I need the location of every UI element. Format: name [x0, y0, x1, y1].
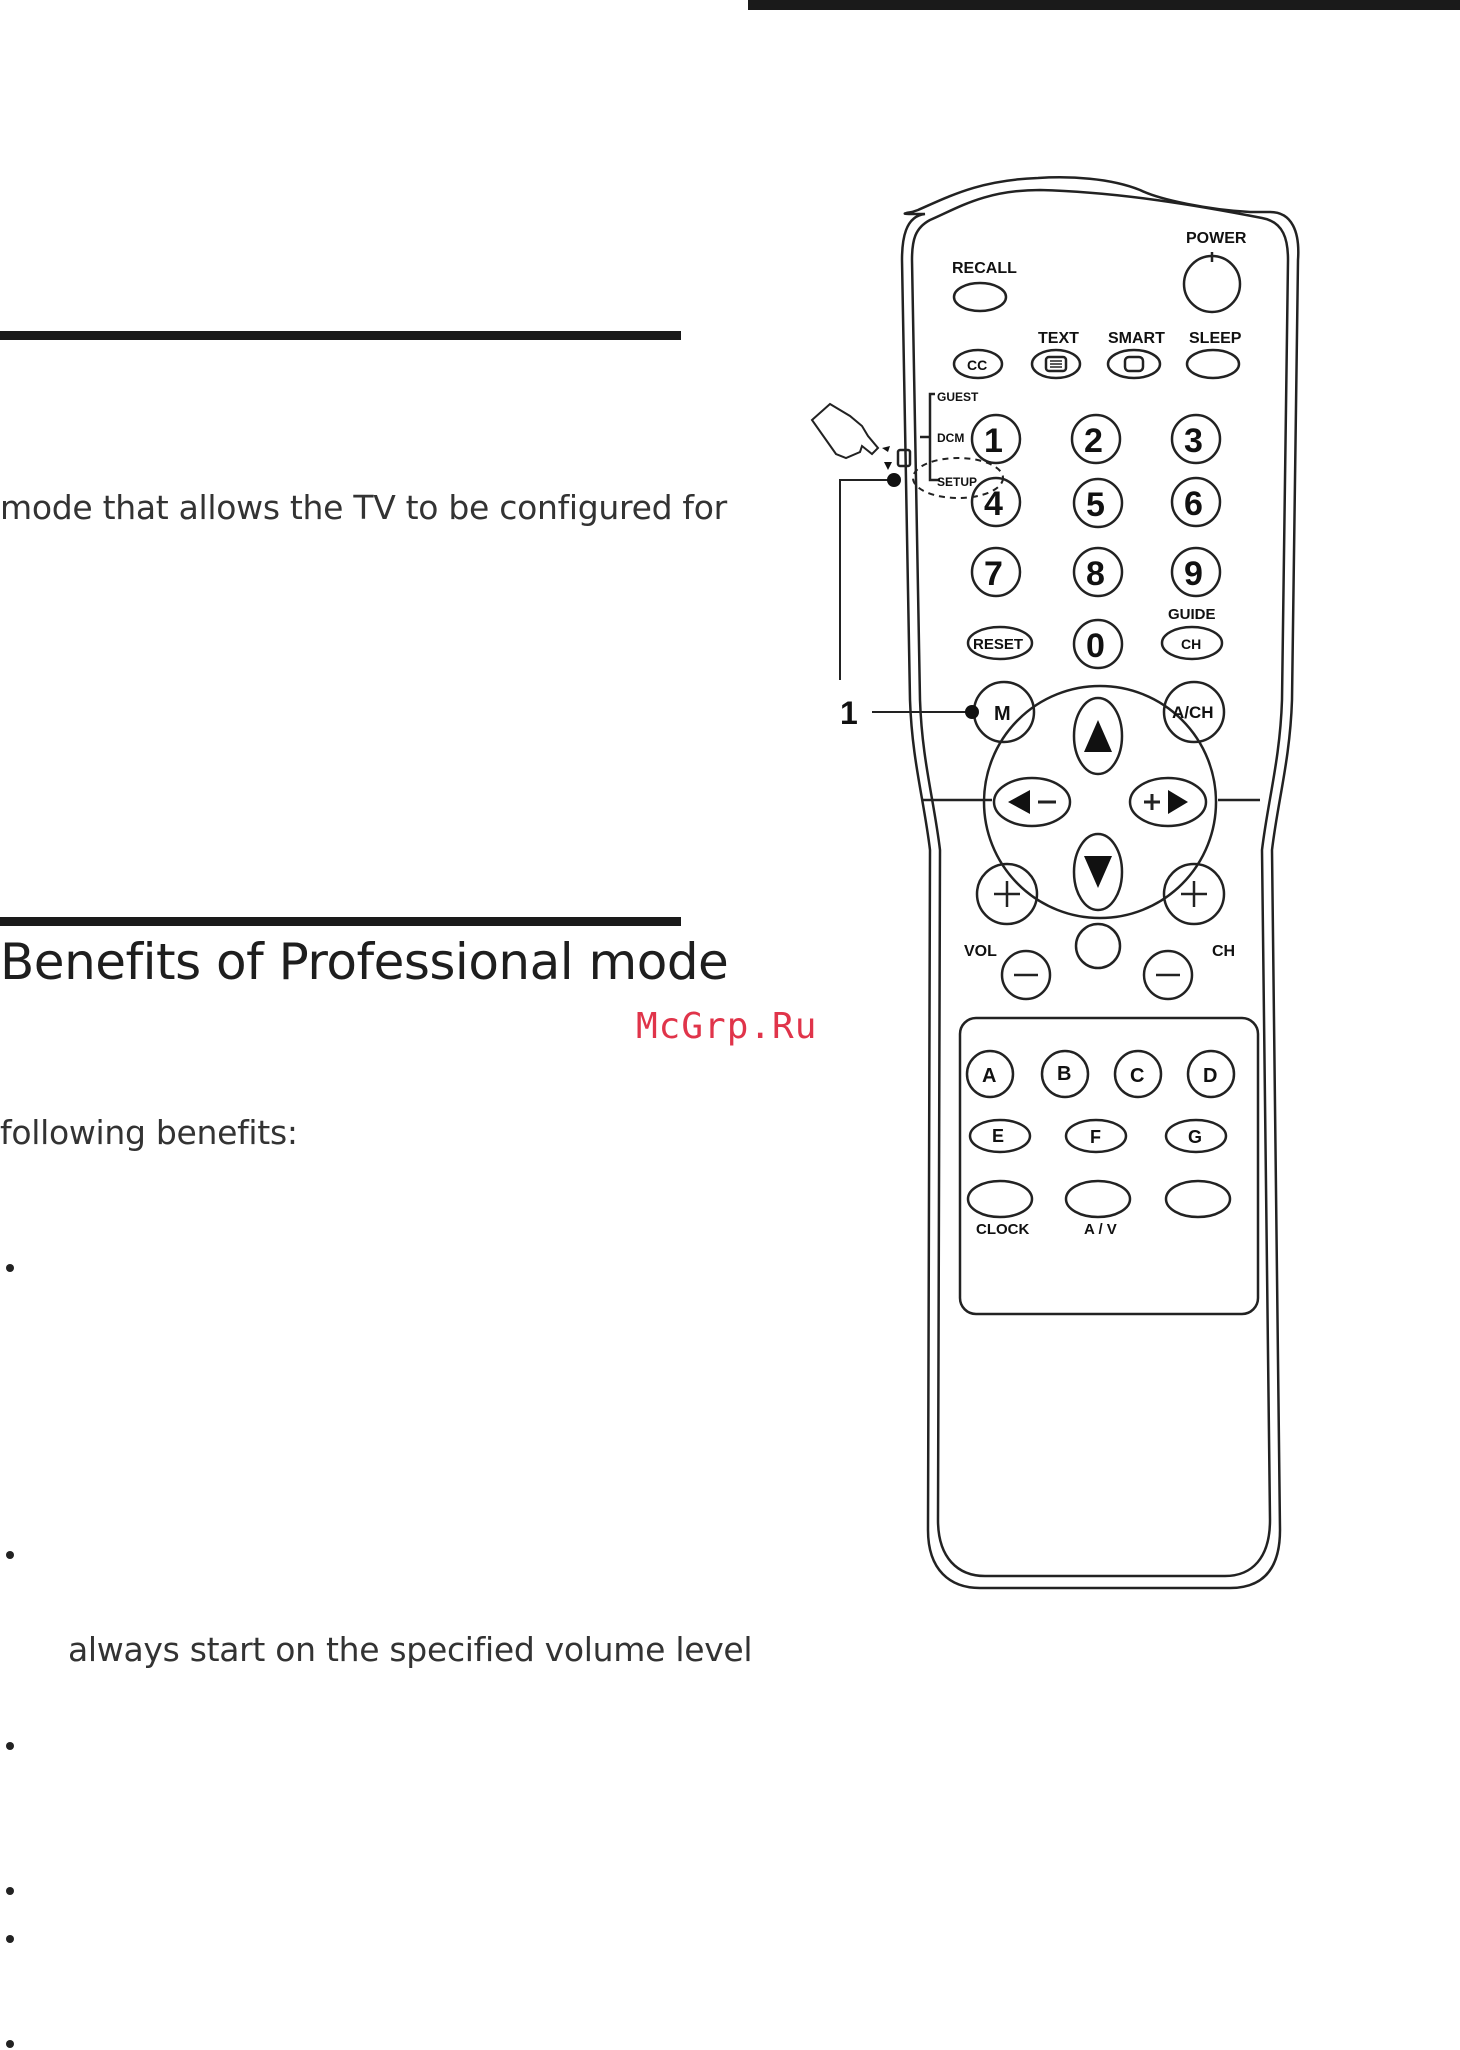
b-label: B — [1057, 1063, 1072, 1085]
color-button-panel — [960, 1018, 1258, 1314]
digit-7-label: 7 — [984, 555, 1003, 593]
g-label: G — [1188, 1127, 1203, 1147]
power-button — [1184, 256, 1240, 312]
digit-8-label: 8 — [1086, 555, 1105, 593]
av-label: A / V — [1084, 1221, 1117, 1238]
bullet-5 — [6, 1935, 14, 1943]
recall-label: RECALL — [952, 260, 1017, 277]
clock-label: CLOCK — [976, 1221, 1030, 1238]
f-label: F — [1090, 1127, 1101, 1147]
intro-line: mode that allows the TV to be configured for — [0, 488, 727, 527]
setup-label: SETUP — [937, 475, 978, 489]
e-label: E — [992, 1126, 1005, 1146]
section-heading: Benefits of Professional mode — [0, 933, 729, 991]
av-button — [1066, 1181, 1130, 1217]
sleep-button — [1187, 350, 1239, 378]
remote-control-illustration — [790, 160, 1330, 1600]
smart-button — [1108, 350, 1160, 378]
digit-4-label: 4 — [984, 485, 1003, 523]
bullet-4 — [6, 1887, 14, 1895]
bullet-continuation: always start on the specified volume level — [68, 1630, 753, 1669]
digit-9-label: 9 — [1184, 555, 1203, 593]
digit-3-label: 3 — [1184, 422, 1203, 460]
ach-label: A/CH — [1172, 703, 1214, 722]
bullet-1 — [6, 1264, 14, 1272]
smart-label: SMART — [1108, 330, 1165, 347]
blank-button — [1166, 1181, 1230, 1217]
bullet-2 — [6, 1551, 14, 1559]
benefits-intro: following benefits: — [0, 1113, 298, 1152]
hand-pointer-icon — [812, 404, 878, 458]
digit-0-label: 0 — [1086, 627, 1105, 665]
watermark: McGrp.Ru — [636, 1006, 818, 1047]
setup-leader — [840, 480, 890, 680]
digit-2-label: 2 — [1084, 422, 1103, 460]
menu-label: M — [994, 703, 1011, 725]
clock-button — [968, 1181, 1032, 1217]
power-label: POWER — [1186, 230, 1247, 247]
a-label: A — [982, 1065, 997, 1087]
callout-number: 1 — [840, 695, 858, 731]
guest-label: GUEST — [937, 390, 979, 404]
ch-small-label: CH — [1181, 636, 1202, 652]
c-label: C — [1130, 1065, 1145, 1087]
bullet-6 — [6, 2040, 14, 2048]
vol-label: VOL — [964, 943, 997, 960]
guide-label: GUIDE — [1168, 606, 1216, 623]
mute-button — [1076, 924, 1120, 968]
recall-button — [954, 283, 1006, 311]
reset-label: RESET — [973, 636, 1024, 653]
top-right-rule — [748, 0, 1460, 10]
digit-5-label: 5 — [1086, 486, 1105, 524]
section-rule-1 — [0, 331, 681, 340]
digit-1-label: 1 — [984, 422, 1003, 460]
mode-switch — [898, 450, 910, 466]
cc-label: CC — [967, 357, 988, 373]
text-label: TEXT — [1038, 330, 1079, 347]
ch-label: CH — [1212, 943, 1236, 960]
d-label: D — [1203, 1065, 1218, 1087]
section-rule-2 — [0, 917, 681, 926]
digit-6-label: 6 — [1184, 485, 1203, 523]
dcm-label: DCM — [937, 431, 965, 445]
bullet-3 — [6, 1742, 14, 1750]
left-button — [994, 778, 1070, 826]
sleep-label: SLEEP — [1189, 330, 1242, 347]
